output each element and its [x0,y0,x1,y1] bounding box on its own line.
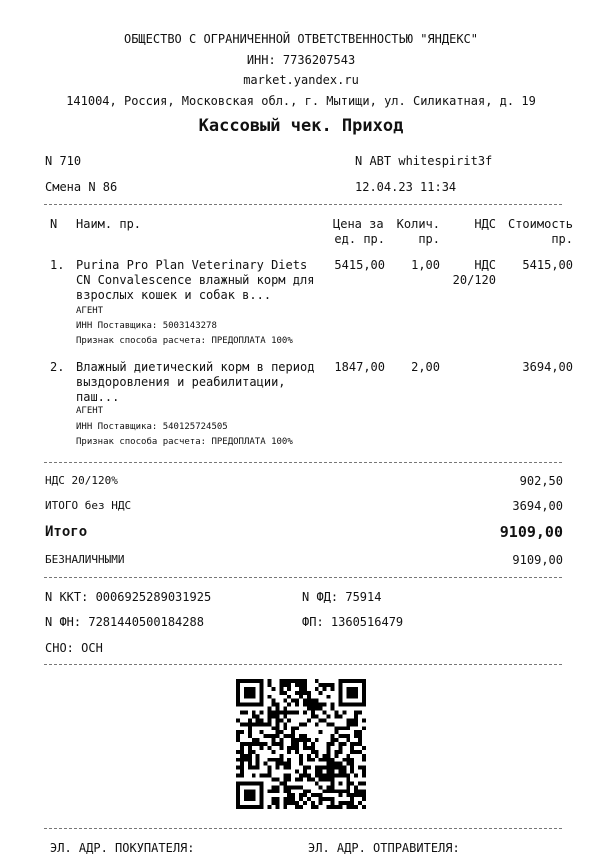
novat-total-value: 3694,00 [512,499,563,513]
col-name: Наим. пр. [76,217,142,231]
divider [44,664,562,665]
org-site: market.yandex.ru [243,73,359,87]
grand-total-value: 9109,00 [499,523,563,541]
col-cost: Стоимость [507,217,573,231]
item-name: Purina Pro Plan Veterinary Diets [76,258,308,272]
divider [44,828,562,829]
col-cost-2: пр. [551,232,573,246]
vat-total-label: НДС 20/120% [45,474,118,487]
receipt-title: Кассовый чек. Приход [198,116,404,136]
item-name: выздоровления и реабилитации, [76,375,286,389]
col-price-2: ед. пр. [334,232,385,246]
fd-number: N ФД: 75914 [302,590,382,604]
item-cost: 3694,00 [522,360,573,374]
receipt-datetime: 12.04.23 11:34 [355,180,457,194]
item-number: 1. [50,258,65,272]
item-agent: АГЕНТ [76,306,104,316]
cashless-label: БЕЗНАЛИЧНЫМИ [45,553,125,566]
novat-total-label: ИТОГО без НДС [45,499,132,512]
col-vat: НДС [474,217,496,231]
shift-number: Смена N 86 [45,180,118,194]
col-qty: Колич. [396,217,440,231]
item-supplier-inn: ИНН Поставщика: 5003143278 [76,321,217,331]
org-inn: ИНН: 7736207543 [246,53,356,67]
item-name: CN Convalescence влажный корм для [76,273,315,287]
item-payment-method: Признак способа расчета: ПРЕДОПЛАТА 100% [76,437,293,447]
fn-number: N ФН: 7281440500184288 [45,615,204,629]
device-number: N АВТ whitespirit3f [355,154,493,168]
item-price: 5415,00 [334,258,385,272]
vat-total-value: 902,50 [519,474,563,488]
item-name: взрослых кошек и собак в... [76,288,272,302]
cashless-value: 9109,00 [512,553,563,567]
org-name: ОБЩЕСТВО С ОГРАНИЧЕННОЙ ОТВЕТСТВЕННОСТЬЮ "ЯНДЕКС" [123,32,478,46]
item-vat: НДС [474,258,496,272]
divider [44,204,562,205]
item-qty: 2,00 [411,360,440,374]
col-n: N [50,217,58,231]
col-price: Цена за [333,217,384,231]
col-qty-2: пр. [418,232,440,246]
fp-number: ФП: 1360516479 [302,615,404,629]
divider [44,462,562,463]
grand-total-label: Итого [45,524,88,540]
item-qty: 1,00 [411,258,440,272]
org-address: 141004, Россия, Московская обл., г. Мытищи, ул. Силикатная, д. 19 [66,94,536,108]
tax-system: СНО: ОСН [45,641,103,655]
item-agent: АГЕНТ [76,406,104,416]
item-cost: 5415,00 [522,258,573,272]
item-price: 1847,00 [334,360,385,374]
receipt-number: N 710 [45,154,82,168]
item-vat-rate: 20/120 [452,273,496,287]
item-name: Влажный диетический корм в период [76,360,315,374]
kkt-number: N ККТ: 0006925289031925 [45,590,212,604]
buyer-email-label: ЭЛ. АДР. ПОКУПАТЕЛЯ: [50,841,195,855]
qr-code [236,679,366,809]
divider [44,577,562,578]
item-number: 2. [50,360,65,374]
item-payment-method: Признак способа расчета: ПРЕДОПЛАТА 100% [76,336,293,346]
item-supplier-inn: ИНН Поставщика: 540125724505 [76,422,228,432]
sender-email-label: ЭЛ. АДР. ОТПРАВИТЕЛЯ: [308,841,460,855]
item-name: паш... [76,390,120,404]
